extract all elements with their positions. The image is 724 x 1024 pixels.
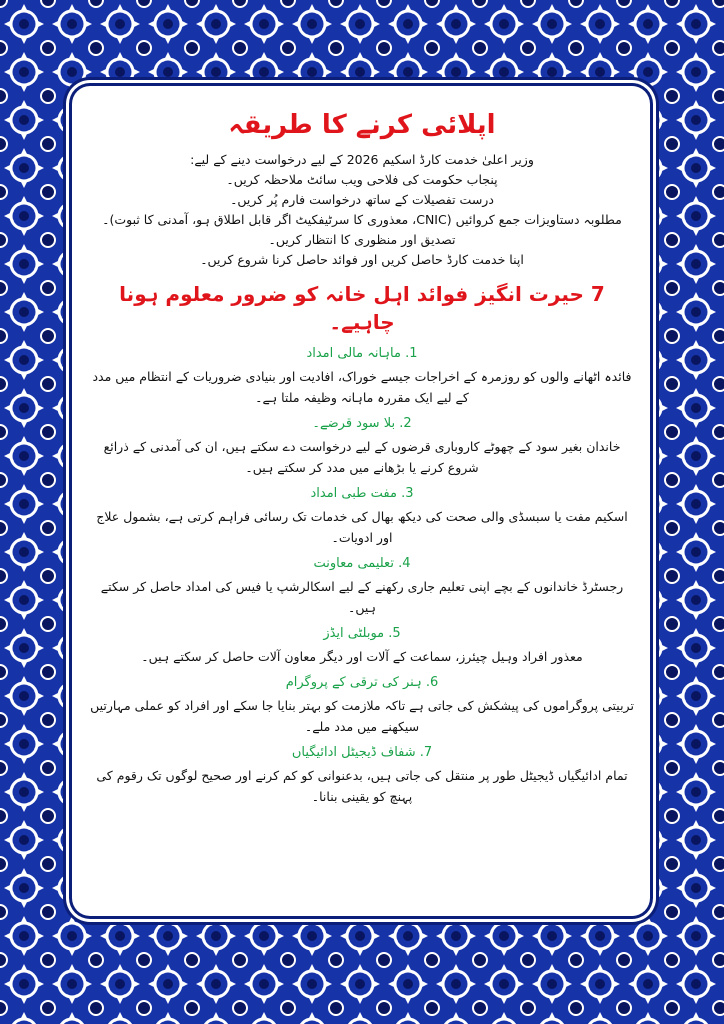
benefit-body: رجسٹرڈ خاندانوں کے بچے اپنی تعلیم جاری رکھنے کے لیے اسکالرشپ یا فیس کی امداد حاصل کر سکتے ہیں۔: [100, 579, 624, 615]
content: [84, 96, 640, 807]
benefit-heading: 2. بلا سود قرضے۔: [312, 416, 412, 431]
section-subtitle: 7 حیرت انگیز فوائد اہل خانہ کو ضرور معلوم ہونا چاہیے۔: [119, 282, 605, 334]
benefit-body: تربیتی پروگراموں کی پیشکش کی جاتی ہے تاکہ ملازمت کو بہتر بنایا جا سکے اور افراد کو عملی مہارتیں سیکھنے میں مدد ملے۔: [90, 698, 634, 734]
benefit-heading: 1. ماہانہ مالی امداد: [306, 346, 418, 361]
benefit-body: اسکیم مفت یا سبسڈی والی صحت کی دیکھ بھال کی خدمات تک رسائی فراہم کرتی ہے، بشمول علاج اور ادویات۔: [96, 509, 628, 545]
intro-line: اپنا خدمت کارڈ حاصل کریں اور فوائد حاصل کرنا شروع کریں۔: [200, 252, 524, 267]
benefit-body: فائدہ اٹھانے والوں کو روزمرہ کے اخراجات جیسے خوراک، افادیت اور بنیادی ضروریات کے انتظام میں مدد کے لیے ایک مقررہ ماہانہ وظیفہ ملتا ہے۔: [92, 369, 632, 405]
intro-line: وزیر اعلیٰ خدمت کارڈ اسکیم 2026 کے لیے درخواست دینے کے لیے:: [190, 152, 534, 167]
benefit-body: خاندان بغیر سود کے چھوٹے کاروباری قرضوں کے لیے درخواست دے سکتے ہیں، ان کی آمدنی کے ذرائع شروع کرنے یا بڑھانے میں مدد کر سکتے ہیں۔: [103, 439, 621, 475]
benefit-body: تمام ادائیگیاں ڈیجیٹل طور پر منتقل کی جاتی ہیں، بدعنوانی کو کم کرنے اور صحیح لوگوں تک رقوم کی پہنچ کو یقینی بنانا۔: [96, 768, 628, 804]
benefit-heading: 6. ہنر کی ترقی کے پروگرام: [285, 675, 439, 690]
intro-line: مطلوبہ دستاویزات جمع کروائیں (CNIC، معذوری کا سرٹیفکیٹ اگر قابل اطلاق ہو، آمدنی کا ثبوت)۔: [102, 212, 622, 227]
benefit-heading: 4. تعلیمی معاونت: [313, 556, 411, 571]
intro-line: درست تفصیلات کے ساتھ درخواست فارم پُر کریں۔: [230, 192, 494, 207]
intro-line: پنجاب حکومت کی فلاحی ویب سائٹ ملاحظہ کریں۔: [226, 172, 498, 187]
page-title: اپلائی کرنے کا طریقہ: [228, 110, 496, 140]
intro-line: تصدیق اور منظوری کا انتظار کریں۔: [268, 232, 456, 247]
benefit-heading: 7. شفاف ڈیجیٹل ادائیگیاں: [291, 745, 433, 760]
benefit-heading: 5. موبلٹی ایڈز: [323, 626, 401, 641]
benefit-body: معذور افراد وہیل چیئرز، سماعت کے آلات اور دیگر معاون آلات حاصل کر سکتے ہیں۔: [141, 649, 583, 664]
benefit-heading: 3. مفت طبی امداد: [310, 486, 414, 501]
